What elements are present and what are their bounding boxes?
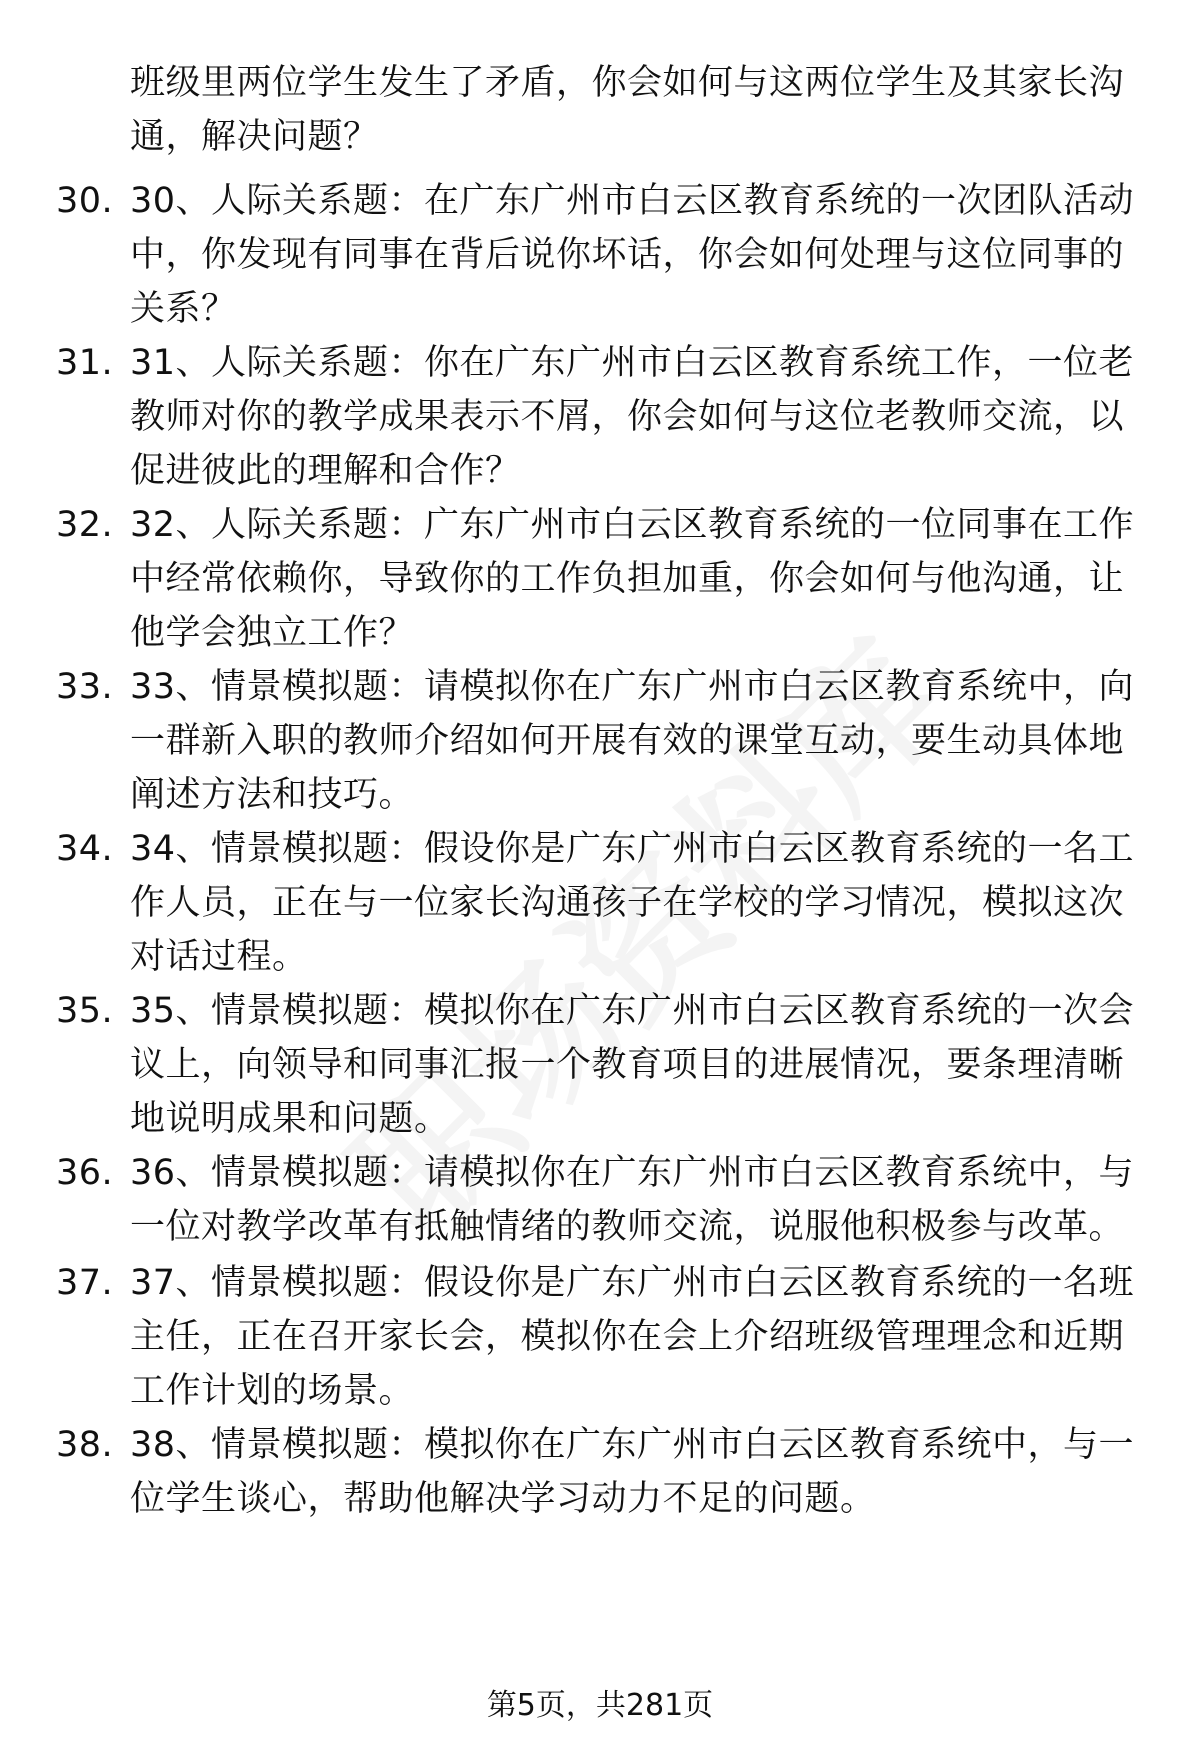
item-number: 37. [56,1263,114,1303]
item-number: 35. [56,991,114,1031]
page-number-footer: 第5页，共281页 [486,1688,714,1723]
item-number: 30. [56,181,114,221]
item-number: 31. [56,343,114,383]
continued-question-text: 班级里两位学生发生了矛盾，你会如何与这两位学生及其家长沟通，解决问题？ [130,63,1125,157]
item-number: 36. [56,1153,114,1193]
item-text: 31、人际关系题：你在广东广州市白云区教育系统工作，一位老教师对你的教学成果表示不屑，你会如何与这位老教师交流，以促进彼此的理解和合作？ [130,343,1135,491]
item-text: 37、情景模拟题：假设你是广东广州市白云区教育系统的一名班主任，正在召开家长会，模拟你在会上介绍班级管理理念和近期工作计划的场景。 [130,1263,1135,1411]
item-number: 33. [56,667,114,707]
item-number: 34. [56,829,114,869]
item-text: 38、情景模拟题：模拟你在广东广州市白云区教育系统中，与一位学生谈心，帮助他解决学习动力不足的问题。 [130,1425,1135,1519]
item-text: 34、情景模拟题：假设你是广东广州市白云区教育系统的一名工作人员，正在与一位家长沟通孩子在学校的学习情况，模拟这次对话过程。 [130,829,1135,977]
item-text: 35、情景模拟题：模拟你在广东广州市白云区教育系统的一次会议上，向领导和同事汇报一个教育项目的进展情况，要条理清晰地说明成果和问题。 [130,991,1135,1139]
item-number: 38. [56,1425,114,1465]
item-number: 32. [56,505,114,545]
item-text: 32、人际关系题：广东广州市白云区教育系统的一位同事在工作中经常依赖你，导致你的工作负担加重，你会如何与他沟通，让他学会独立工作？ [130,505,1135,653]
item-text: 30、人际关系题：在广东广州市白云区教育系统的一次团队活动中，你发现有同事在背后说你坏话，你会如何处理与这位同事的关系？ [130,181,1135,329]
item-text: 33、情景模拟题：请模拟你在广东广州市白云区教育系统中，向一群新入职的教师介绍如何开展有效的课堂互动，要生动具体地阐述方法和技巧。 [130,667,1135,815]
item-text: 36、情景模拟题：请模拟你在广东广州市白云区教育系统中，与一位对教学改革有抵触情绪的教师交流，说服他积极参与改革。 [130,1153,1135,1247]
